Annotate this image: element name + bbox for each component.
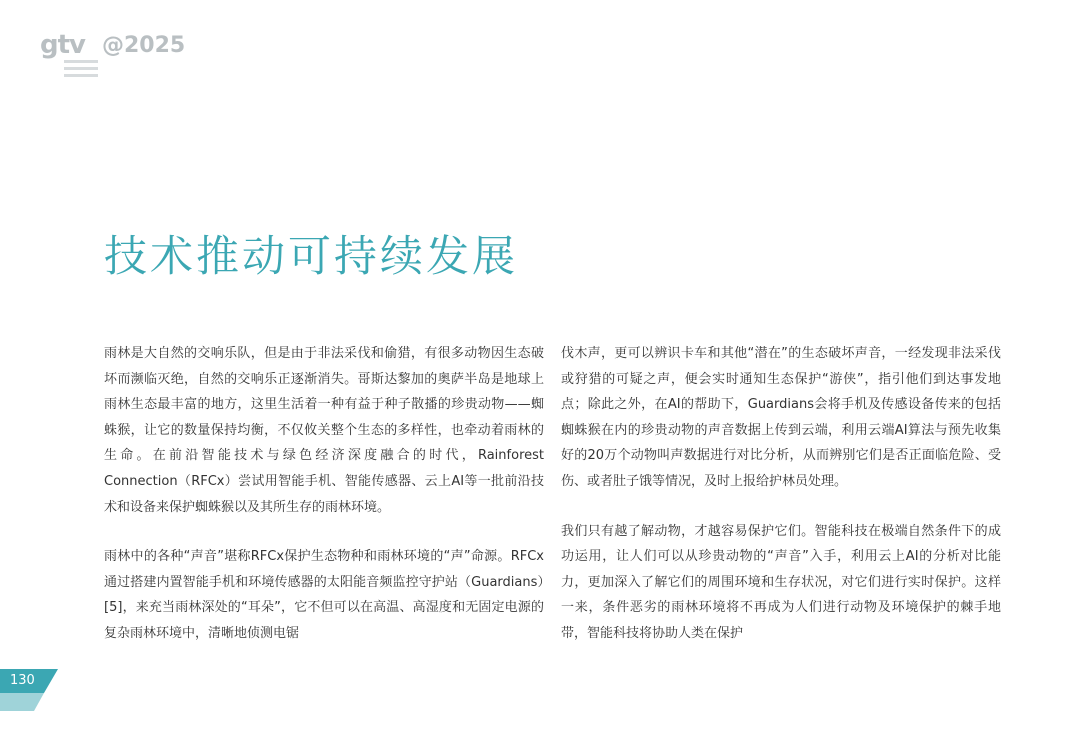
logo-mark: gtv — [40, 30, 85, 60]
left-column — [104, 341, 544, 671]
page-number-tab — [0, 669, 58, 711]
logo-subtext-line — [64, 74, 98, 77]
paragraph: 我们只有越了解动物，才越容易保护它们。智能科技在极端自然条件下的成功运用，让人们可以从珍贵动物的“声音”入手，利用云上AI的分析对比能力，更加深入了解它们的周围环境和生存状况，对它们进行实时保护。这样一来，条件恶劣的雨林环境将不再成为人们进行动物及环境保护的棘手地带，智能科技将协助人类在保护 — [561, 523, 1001, 641]
logo-subtext-line — [64, 60, 98, 63]
logo-subtext-line — [64, 67, 98, 70]
paragraph: 雨林中的各种“声音”堪称RFCx保护生态物种和雨林环境的“声”命源。RFCx通过搭建内置智能手机和环境传感器的太阳能音频监控守护站（Guardians）[5]，来充当雨林深处的“耳朵”，它不但可以在高温、高湿度和无固定电源的复杂雨林环境中，清晰地侦测电锯 — [104, 549, 544, 641]
page-number: 130 — [10, 673, 35, 688]
page-title: 技术推动可持续发展 — [104, 232, 518, 282]
logo-year: @2025 — [102, 33, 186, 58]
paragraph: 雨林是大自然的交响乐队，但是由于非法采伐和偷猎，有很多动物因生态破坏而濒临灭绝，自然的交响乐正逐渐消失。哥斯达黎加的奥萨半岛是地球上雨林生态最丰富的地方，这里生活着一种有益于种子散播的珍贵动物——蜘蛛猴，让它的数量保持均衡，不仅攸关整个生态的多样性，也牵动着雨林的生命。在前沿智能技术与绿色经济深度融合的时代，Rainforest Connection（RFCx）尝试用智能手机、智能传感器、云上AI等一批前沿技术和设备来保护蜘蛛猴以及其所生存的雨林环境。 — [104, 346, 544, 515]
logo-subtext-lines — [64, 60, 98, 81]
logo — [40, 30, 200, 90]
right-column — [561, 341, 1001, 671]
paragraph: 伐木声，更可以辨识卡车和其他“潜在”的生态破坏声音，一经发现非法采伐或狩猎的可疑之声，便会实时通知生态保护“游侠”，指引他们到达事发地点；除此之外，在AI的帮助下，Guardians会将手机及传感设备传来的包括蜘蛛猴在内的珍贵动物的声音数据上传到云端，利用云端AI算法与预先收集好的20万个动物叫声数据进行对比分析，从而辨别它们是否正面临危险、受伤、或者肚子饿等情况，及时上报给护林员处理。 — [561, 346, 1001, 489]
